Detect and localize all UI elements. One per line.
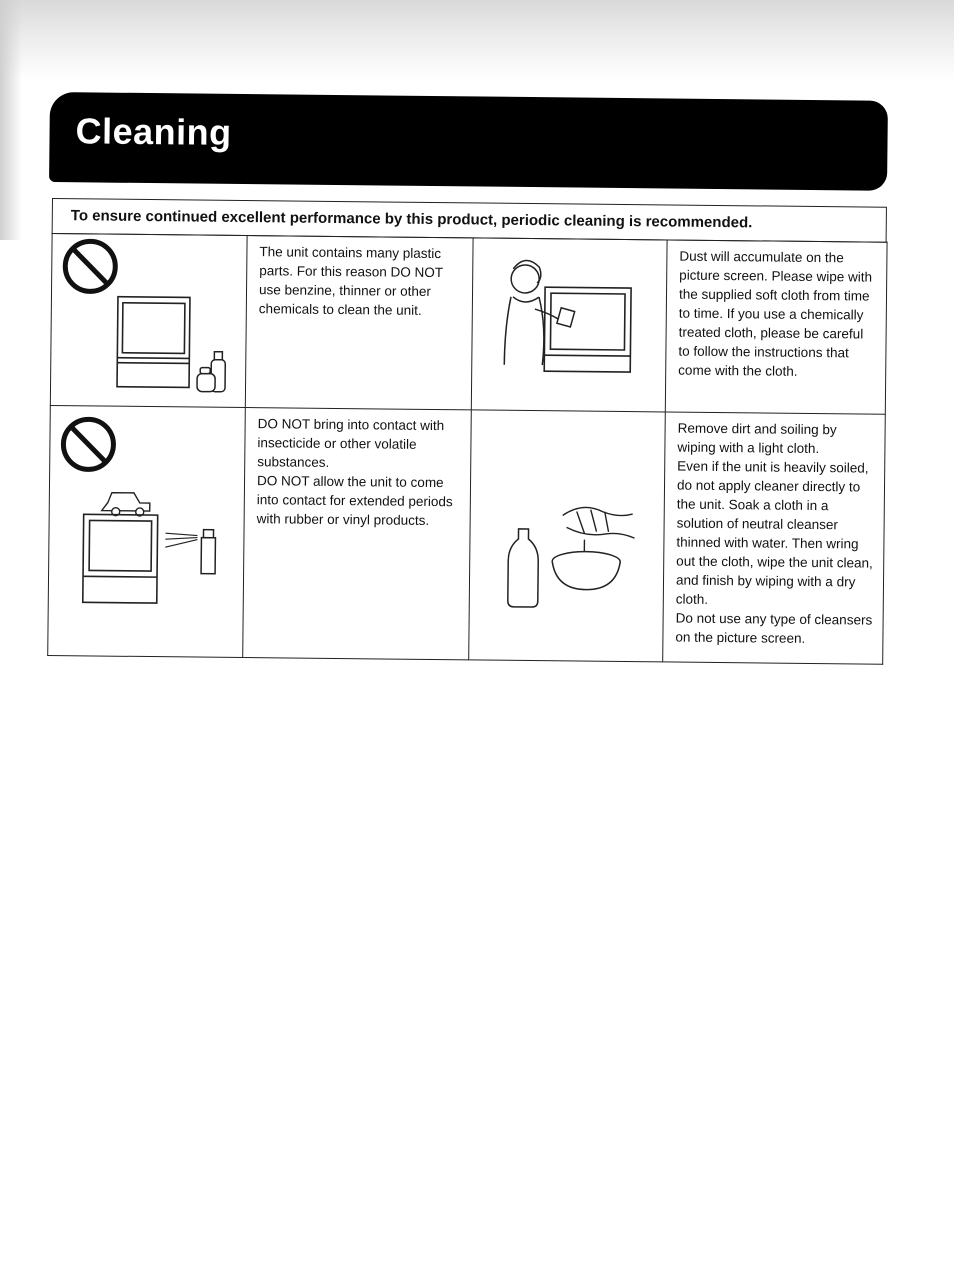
intro-text: To ensure continued excellent performance by this product, periodic cleaning is recommended.	[52, 198, 887, 243]
wash-bowl-icon	[552, 551, 620, 590]
title-banner	[49, 92, 888, 191]
tv-with-chemical-bottles-illustration	[51, 234, 243, 404]
illustration-cell-wipe-screen	[471, 238, 667, 412]
scan-shadow-top	[0, 0, 954, 80]
page-title: Cleaning	[75, 110, 232, 153]
spray-lines-icon	[165, 533, 197, 547]
tv-icon	[117, 297, 190, 388]
instruction-grid	[47, 233, 887, 665]
text-cell-chemicals	[245, 236, 473, 410]
chemical-bottles-icon	[197, 352, 225, 392]
hands-wringing-cloth-icon	[562, 507, 634, 552]
woman-wiping-screen-illustration	[472, 238, 664, 408]
cleaning-instructions	[47, 198, 887, 665]
cloth-wringing-over-bowl-illustration	[469, 410, 662, 658]
scan-shadow-left	[0, 0, 22, 240]
illustration-cell-insecticide	[48, 405, 246, 657]
prohibition-icon	[65, 241, 116, 292]
text-cell-wipe-screen	[665, 240, 887, 414]
tv-with-insecticide-spray-illustration	[48, 406, 241, 654]
spray-can-icon	[201, 530, 215, 574]
remove-dirt-text: Remove dirt and soiling by wiping with a light cloth. Even if the unit is heavily soiled, do not apply cleaner directly to the unit. Soak a cloth in a solution of neutral cleanser thinned with water. Then wring out the cloth, wipe the unit clean, and finish by wiping with a dry cloth. Do not use any type of cleansers on the picture screen.	[675, 420, 873, 646]
chemicals-warning-text: The unit contains many plastic parts. For this reason DO NOT use benzine, thinner or other chemicals to clean the unit.	[258, 244, 443, 318]
detergent-bottle-icon	[508, 529, 539, 607]
toy-car-icon	[102, 493, 150, 517]
text-cell-remove-dirt	[663, 412, 886, 664]
tv-icon	[83, 514, 158, 603]
illustration-cell-wring-cloth	[469, 410, 666, 662]
text-cell-insecticide	[243, 408, 472, 660]
illustration-cell-tv-chemicals	[50, 234, 247, 408]
prohibition-icon	[63, 419, 114, 470]
insecticide-warning-text: DO NOT bring into contact with insecticide or other volatile substances. DO NOT allow the unit to come into contact for extended periods with rubber or vinyl products.	[256, 416, 453, 528]
wipe-screen-text: Dust will accumulate on the picture screen. Please wipe with the supplied soft cloth from time to time. If you use a chemically treated cloth, please be careful to follow the instructions that come with the cloth.	[678, 248, 873, 379]
tv-icon	[544, 287, 631, 372]
